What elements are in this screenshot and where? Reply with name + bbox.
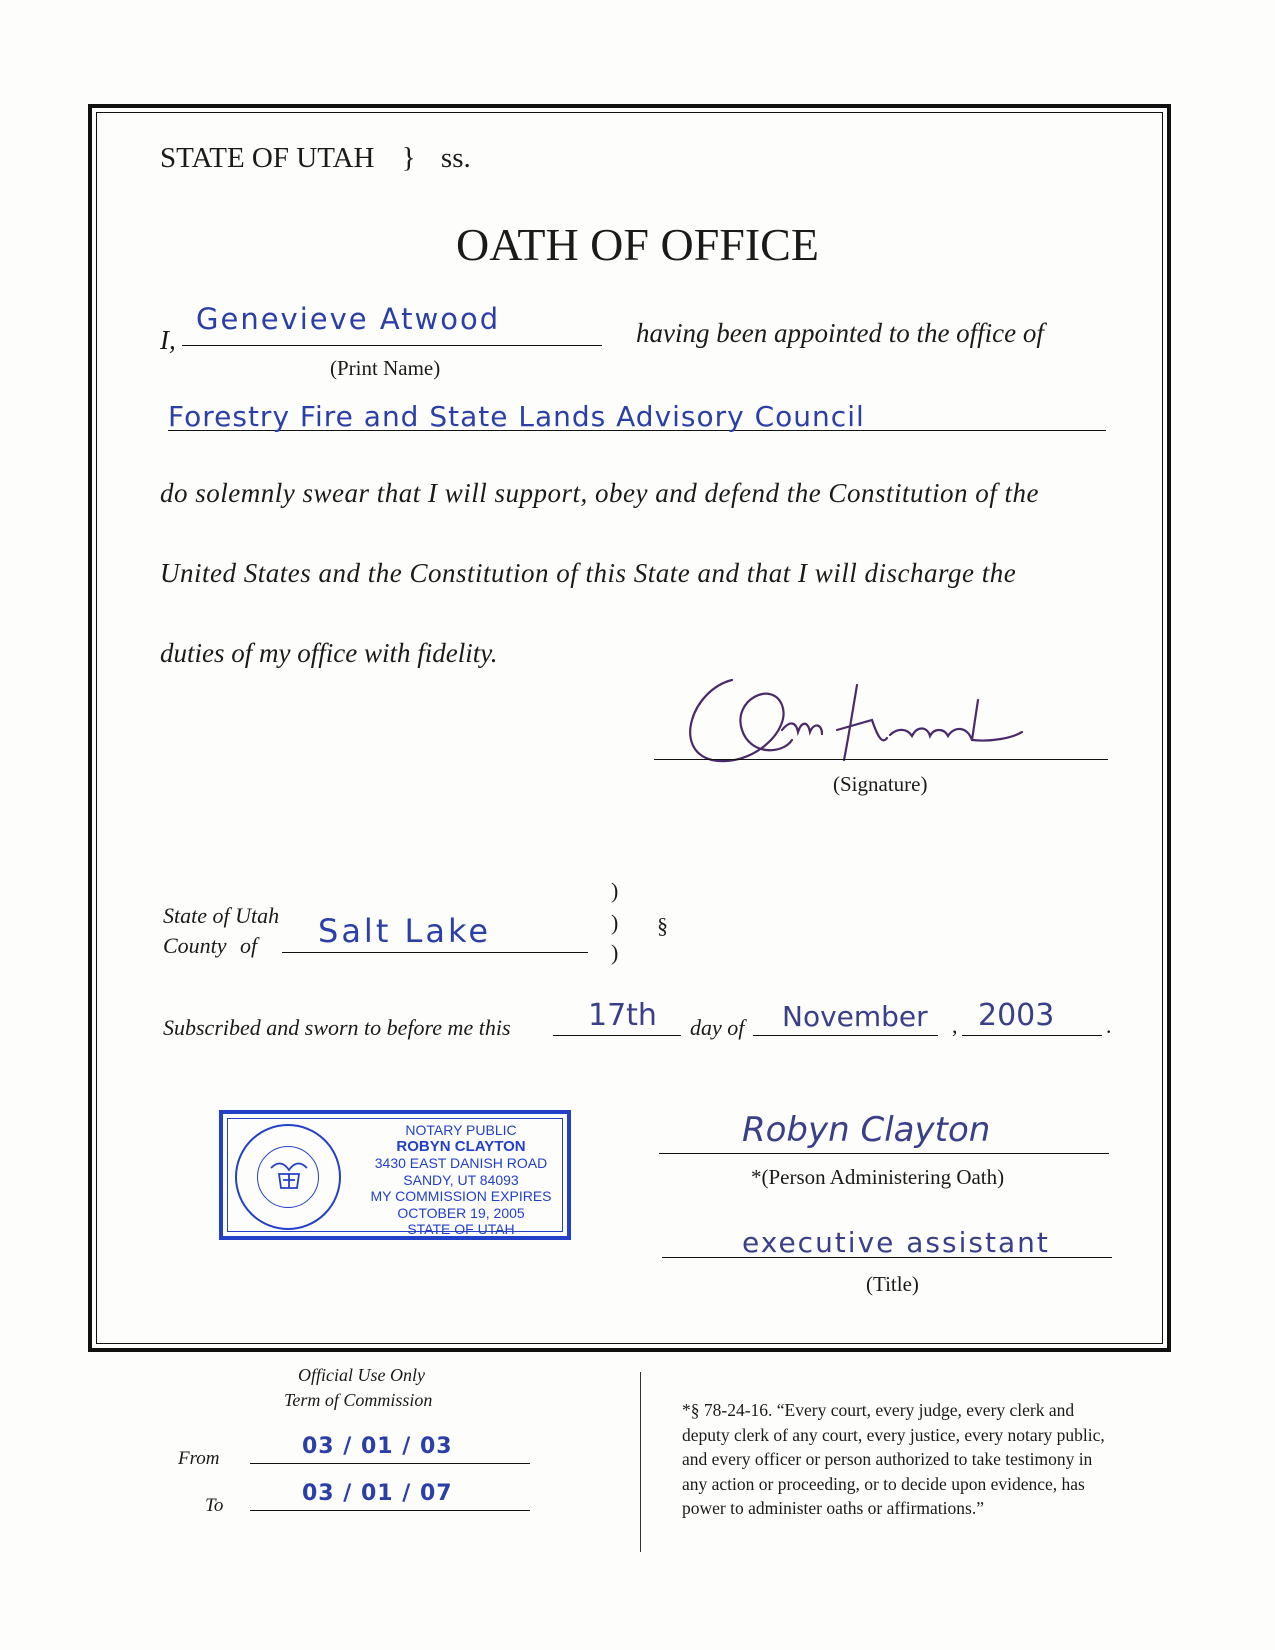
stamp-line-6: OCTOBER 19, 2005 bbox=[397, 1204, 525, 1221]
name-line bbox=[182, 345, 602, 346]
sworn-prefix: Subscribed and sworn to before me this bbox=[163, 1015, 511, 1040]
footnote-line-5: power to administer oaths or affirmations.” bbox=[682, 1498, 984, 1518]
term-heading: Term of Commission bbox=[284, 1390, 433, 1410]
stamp-line-3: 3430 EAST DANISH ROAD bbox=[374, 1155, 548, 1171]
venue-paren-3: ) bbox=[611, 940, 619, 965]
stamp-line-5: MY COMMISSION EXPIRES bbox=[370, 1188, 552, 1204]
print-name-value: Genevieve Atwood bbox=[196, 302, 501, 336]
venue-county-label: County of bbox=[163, 933, 258, 958]
county-value: Salt Lake bbox=[318, 912, 492, 950]
title-caption: (Title) bbox=[866, 1272, 919, 1296]
stamp-line-4: SANDY, UT 84093 bbox=[403, 1171, 519, 1188]
day-label: day of bbox=[690, 1015, 745, 1040]
stamp-line-2: ROBYN CLAYTON bbox=[396, 1137, 526, 1155]
signature-line bbox=[654, 759, 1108, 760]
year-value: 2003 bbox=[978, 998, 1055, 1033]
venue-paren-2: ) bbox=[611, 910, 619, 935]
page-title: OATH OF OFFICE bbox=[456, 219, 819, 270]
oath-line-1: do solemnly swear that I will support, obey and defend the Constitution of the bbox=[160, 478, 1039, 508]
comma: , bbox=[952, 1013, 958, 1038]
from-line bbox=[250, 1463, 530, 1464]
official-use-heading: Official Use Only bbox=[298, 1365, 425, 1385]
administrator-signature: Robyn Clayton bbox=[742, 1110, 991, 1150]
to-value: 03 / 01 / 07 bbox=[302, 1481, 453, 1506]
administrator-caption: *(Person Administering Oath) bbox=[751, 1165, 1005, 1189]
month-line bbox=[753, 1035, 938, 1036]
administrator-line bbox=[659, 1153, 1109, 1154]
stamp-line-1: NOTARY PUBLIC bbox=[405, 1122, 517, 1138]
oath-line-2: United States and the Constitution of this State and that I will discharge the bbox=[160, 558, 1017, 588]
oath-line-3: duties of my office with fidelity. bbox=[160, 638, 498, 668]
venue-paren-1: ) bbox=[611, 878, 619, 903]
stamp-text bbox=[361, 1122, 561, 1238]
county-line bbox=[282, 952, 588, 953]
stamp-line-7: STATE OF UTAH bbox=[407, 1221, 515, 1237]
state-header bbox=[160, 142, 471, 175]
from-value: 03 / 01 / 03 bbox=[302, 1434, 453, 1459]
signature-caption: (Signature) bbox=[833, 772, 928, 796]
footnote-line-2: deputy clerk of any court, every justice, every notary public, bbox=[682, 1424, 1105, 1445]
i-prefix: I, bbox=[160, 325, 176, 355]
month-value: November bbox=[782, 1000, 928, 1033]
brace: } bbox=[401, 142, 416, 174]
print-name-caption: (Print Name) bbox=[330, 356, 441, 380]
footnote bbox=[682, 1398, 1105, 1521]
to-line bbox=[250, 1510, 530, 1511]
office-value: Forestry Fire and State Lands Advisory Council bbox=[168, 400, 865, 433]
period: . bbox=[1106, 1013, 1112, 1038]
notary-stamp bbox=[219, 1110, 571, 1240]
footnote-line-3: and every officer or person authorized to take testimony in bbox=[682, 1449, 1093, 1469]
venue-state-label: State of Utah bbox=[163, 903, 280, 928]
to-label: To bbox=[205, 1495, 224, 1516]
appointed-text: having been appointed to the office of bbox=[636, 318, 1044, 348]
signature-scribble bbox=[672, 660, 1052, 780]
section-symbol: § bbox=[657, 913, 668, 938]
year-line bbox=[962, 1035, 1102, 1036]
day-value: 17th bbox=[588, 998, 657, 1033]
title-value: executive assistant bbox=[742, 1226, 1050, 1259]
footnote-line-1: *§ 78-24-16. “Every court, every judge, every clerk and bbox=[682, 1400, 1075, 1420]
utah-seal bbox=[235, 1124, 341, 1230]
vertical-divider bbox=[640, 1372, 641, 1552]
seal-eagle-icon bbox=[267, 1154, 311, 1198]
day-line bbox=[553, 1035, 681, 1036]
state-label: STATE OF UTAH bbox=[160, 142, 375, 174]
ss-label: ss. bbox=[440, 142, 471, 174]
footnote-line-4: any action or proceeding, or to decide upon evidence, has bbox=[682, 1473, 1085, 1494]
from-label: From bbox=[178, 1448, 220, 1469]
